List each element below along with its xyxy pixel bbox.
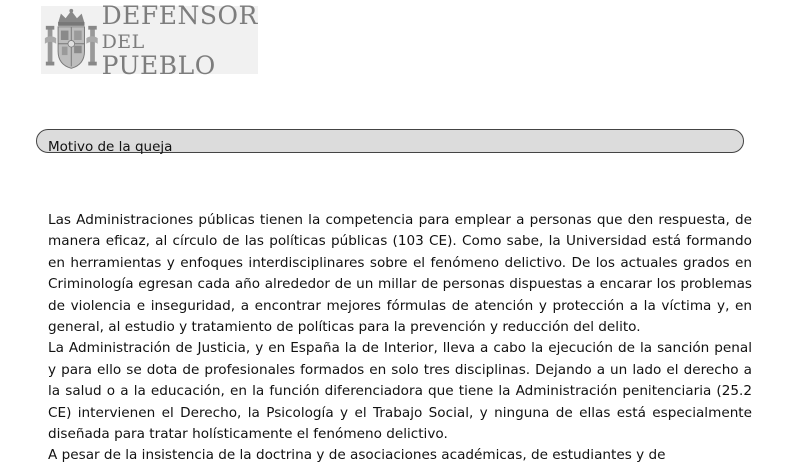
logo-wordmark <box>101 1 258 80</box>
logo-line-1: DEFENSOR <box>101 1 258 30</box>
paragraph-3: A pesar de la insistencia de la doctrina y de asociaciones académicas, de estudiantes y de <box>48 447 666 464</box>
defensor-del-pueblo-logo <box>41 1 258 80</box>
logo-line-2-small: DEL <box>101 31 145 53</box>
logo-line-2 <box>102 28 258 78</box>
coat-of-arms-icon <box>43 6 100 74</box>
paragraph-2: La Administración de Justicia, y en España la de Interior, lleva a cabo la ejecución de la sanción penal y para ello se dota de profesionales formados en solo tres disciplinas. Dejando a un lado el derecho a la salud o a la educación, en la función diferenciadora que tiene la Administración penitenciaria (25.2 CE) intervienen el Derecho, la Psicología y el Trabajo Social, y ninguna de ellas está especialmente diseñada para tratar holísticamente el fenómeno delictivo. <box>48 340 752 443</box>
section-title: Motivo de la queja <box>48 139 173 155</box>
logo-line-2-big: PUEBLO <box>101 51 216 80</box>
paragraph-1: Las Administraciones públicas tienen la competencia para emplear a personas que den respuesta, de manera eficaz, al círculo de las políticas públicas (103 CE). Como sabe, la Universidad está formando en herramientas y enfoques interdisciplinares sobre el fenómeno delictivo. De los actuales grados en Criminología egresan cada año alrededor de un millar de personas dispuestas a encarar los problemas de violencia e inseguridad, a encontrar mejores fórmulas de atención y protección a la víctima y, en general, al estudio y tratamiento de políticas para la prevención y reducción del delito. <box>48 212 752 336</box>
complaint-body <box>48 210 752 467</box>
